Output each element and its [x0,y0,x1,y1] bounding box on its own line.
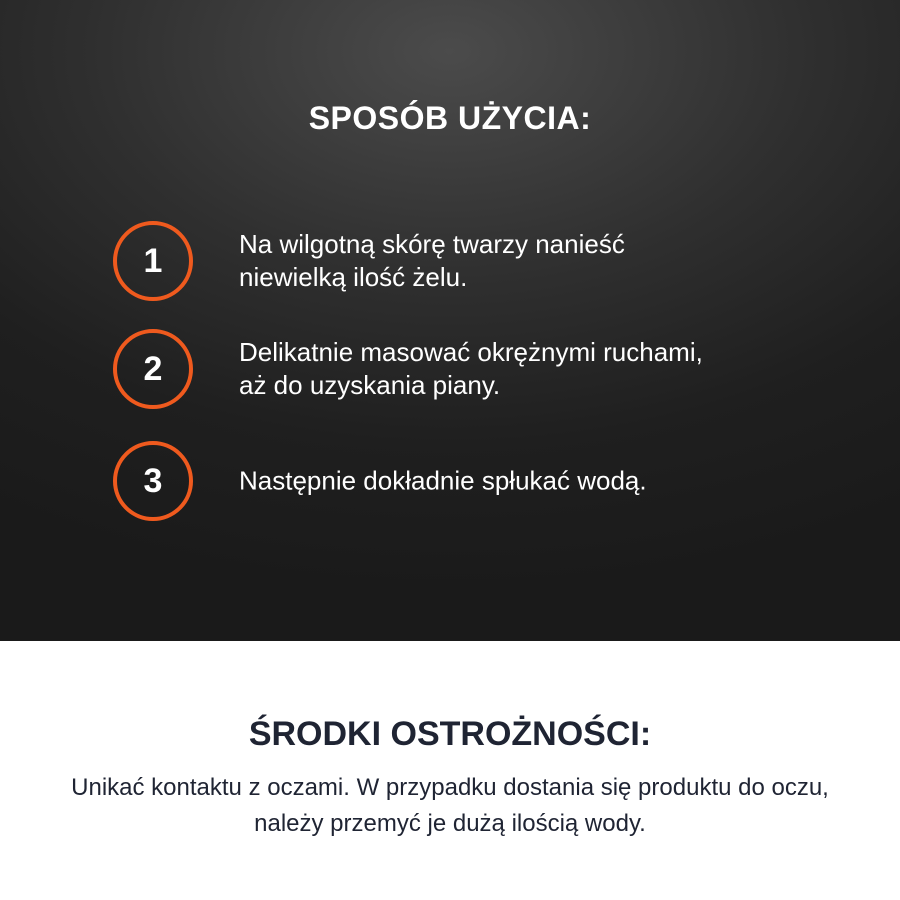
caution-text: Unikać kontaktu z oczami. W przypadku dostania się produktu do oczu, należy przemyć je dużą ilością wody. [71,774,829,837]
step-number: 3 [143,462,163,500]
usage-step-2 [113,329,873,409]
caution-title: ŚRODKI OSTROŻNOŚCI: [248,715,652,753]
step-text: Następnie dokładnie spłukać wodą. [239,465,647,496]
step-text: Na wilgotną skórę twarzy nanieść niewielką ilość żelu. [239,229,625,292]
step-number: 1 [143,242,163,280]
step-number-circle [113,441,193,521]
usage-title: SPOSÓB UŻYCIA: [308,100,592,136]
usage-step-3 [113,441,873,521]
step-number-circle [113,221,193,301]
step-text: Delikatnie masować okrężnymi ruchami, aż do uzyskania piany. [239,337,703,400]
usage-step-1 [113,221,873,301]
step-number: 2 [143,350,163,388]
step-number-circle [113,329,193,409]
